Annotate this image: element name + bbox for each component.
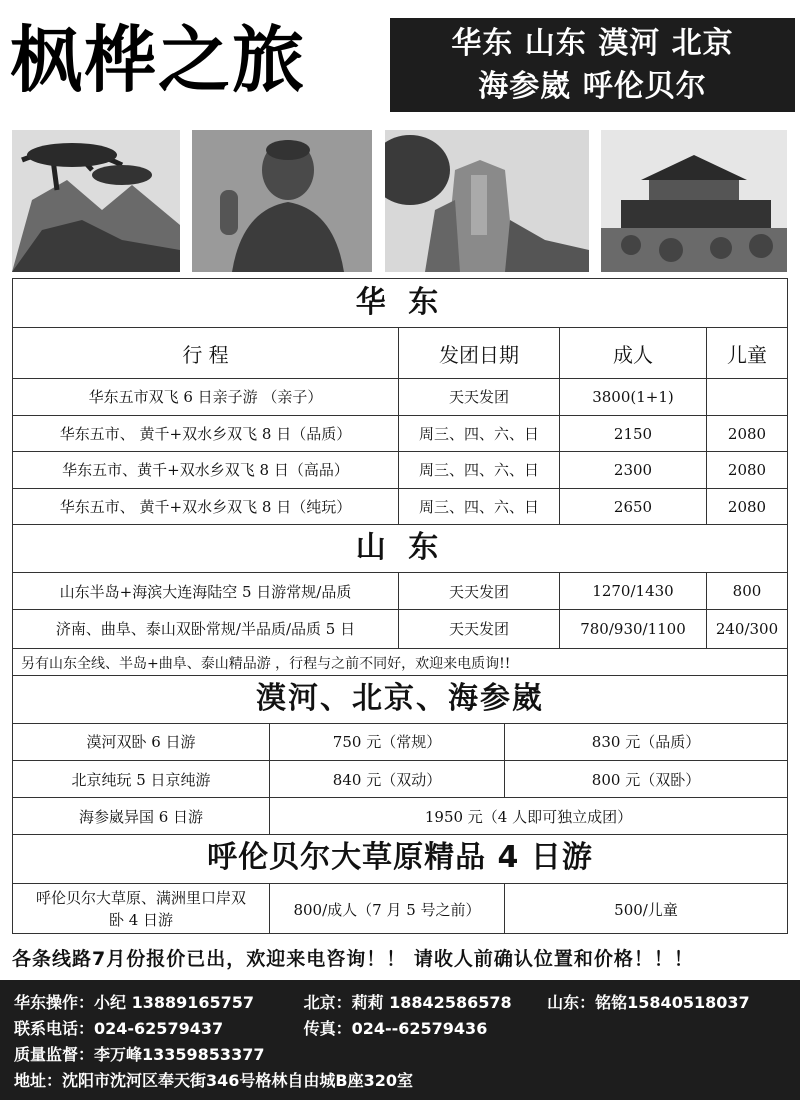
adult-price-cell: 2650 [613,497,653,516]
child-price-cell: 240/300 [715,619,779,638]
date-cell: 周三、四、六、日 [418,425,539,443]
route-cell: 海参崴异国 6 日游 [78,807,204,826]
route-cell: 华东五市、 黄千+双水乡双飞 8 日（品质） [59,425,352,443]
destinations-line-1: 华东 山东 漠河 北京 [451,26,734,61]
section-title-hulunbuir: 呼伦贝尔大草原精品 4 日游 [207,840,593,875]
fax-number: 传真：024--62579436 [303,1019,488,1038]
photo-strip [0,130,800,272]
buddha-statue-photo [192,130,372,272]
price-cell: 830 元（品质） [591,733,701,751]
rock-inscription-photo [385,130,589,272]
section-title-huadong: 华 东 [355,285,445,320]
date-cell: 天天发团 [448,582,509,601]
child-price-cell: 500/儿童 [614,900,678,919]
contact-footer [0,980,800,1100]
route-cell: 山东半岛+海滨大连海陆空 5 日游常规/品质 [59,582,352,601]
adult-price-cell: 800/成人（7 月 5 号之前） [293,900,481,919]
header-child: 儿童 [727,342,767,367]
shandong-contact: 山东：铭铭15840518037 [547,993,750,1012]
adult-price-cell: 780/930/1100 [580,619,686,638]
price-table [12,278,788,934]
price-cell: 840 元（双动） [332,770,442,789]
route-line-1: 呼伦贝尔大草原、满洲里口岸双 [35,889,246,907]
date-cell: 天天发团 [448,620,509,638]
phone-number: 联系电话：024-62579437 [14,1019,224,1038]
beijing-contact: 北京：莉莉 18842586578 [303,993,512,1012]
route-cell: 华东五市双飞 6 日亲子游 （亲子） [88,388,323,406]
tiananmen-photo [601,130,787,272]
date-cell: 天天发团 [448,388,509,406]
huadong-contact: 华东操作：小纪 13889165757 [14,993,255,1012]
price-cell: 750 元（常规） [332,733,442,751]
brand-title: 枫桦之旅 [10,18,307,102]
route-cell: 华东五市、 黄千+双水乡双飞 8 日（纯玩） [59,498,352,516]
date-cell: 周三、四、六、日 [418,461,539,479]
child-price-cell [707,379,787,414]
price-cell: 800 元（双卧） [591,770,701,789]
date-cell: 周三、四、六、日 [418,498,539,516]
quality-supervisor: 质量监督：李万峰13359853377 [14,1045,265,1064]
route-cell [13,884,269,934]
child-price-cell: 2080 [727,424,767,443]
route-cell: 华东五市、黄千+双水乡双飞 8 日（高品） [62,461,349,479]
destinations-banner [390,18,795,112]
child-price-cell: 2080 [727,497,767,516]
route-cell: 北京纯玩 5 日京纯游 [71,770,211,789]
child-price-cell: 800 [732,582,762,600]
destinations-line-2: 海参崴 呼伦贝尔 [478,69,707,104]
route-line-2: 卧 4 日游 [108,911,174,929]
adult-price-cell: 1270/1430 [592,582,674,600]
header-date: 发团日期 [439,342,519,367]
adult-price-cell: 2150 [613,424,653,443]
address: 地址：沈阳市沈河区奉天街346号格林自由城B座320室 [14,1071,413,1090]
route-cell: 济南、曲阜、泰山双卧常规/半品质/品质 5 日 [55,620,356,638]
child-price-cell: 2080 [727,460,767,479]
adult-price-cell: 3800(1+1) [592,387,674,406]
section-title-shandong: 山 东 [355,530,445,565]
price-cell: 1950 元（4 人即可独立成团） [424,807,633,826]
header-adult: 成人 [613,342,653,367]
section-title-mohe: 漠河、北京、海参崴 [256,681,544,716]
mountain-pine-photo [12,130,180,272]
route-cell: 漠河双卧 6 日游 [86,733,196,751]
header-route: 行 程 [182,342,229,367]
shandong-note: 另有山东全线、半岛+曲阜、泰山精品游 ，行程与之前不同好，欢迎来电质询!! [21,656,511,672]
adult-price-cell: 2300 [613,460,653,479]
price-notice: 各条线路7月份报价已出，欢迎来电咨询！！ 请收人前确认位置和价格！！！ [12,948,694,970]
